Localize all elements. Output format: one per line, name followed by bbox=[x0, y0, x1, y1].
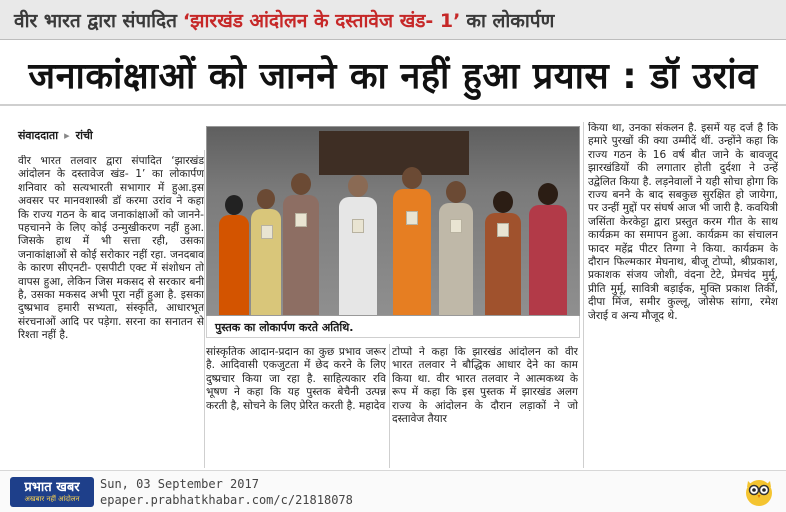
dateline-separator-icon: ▸ bbox=[64, 129, 70, 142]
dateline-author: संवाददाता bbox=[18, 129, 59, 142]
epaper-url[interactable]: epaper.prabhatkhabar.com/c/21818078 bbox=[100, 493, 353, 507]
dateline-place: रांची bbox=[75, 129, 93, 142]
article-column-4: किया था, उनका संकलन है. इसमें यह दर्ज है कि हमारे पुरखों की क्या उम्मीदें थीं. उन्होंने कहा कि राज्य गठन के 16 वर्ष बीत जाने के बावजूद झारखंडियों की लगातार होती दुर्दशा ने उन्हें उद्वेलित किया है. लड़नेवालों ने यही सोचा होगा कि राज्य बनने के बाद सबकुछ सुरक्षित हो जायेगा, पर उन्हीं मुद्दों पर संघर्ष आज भी जारी है. कवयित्री जसिंता केरकेट्टा द्वारा प्रस्तुत करम गीत के साथ कार्यक्रम का समापन हुआ. कार्यक्रम का संचालन फादर महेंद्र पीटर तिग्गा ने किया. कार्यक्रम के दौरान फिल्मकार मेघनाथ, बीजू टोप्पो, श्रीप्रकाश, प्रकाशक संजय जोशी, वंदना टेटे, प्रेमचंद मुर्मू, प्रीति मुर्मू, सावित्री बड़ाईक, मुक्ति प्रकाश तिर्की, दीपा मिंज, समीर कुल्लू, जोसेफ सांगा, रमेश जेराई व अन्य मौजूद थे. bbox=[588, 122, 778, 322]
photo-person bbox=[437, 181, 475, 315]
strap-prefix: वीर भारत द्वारा संपादित bbox=[14, 9, 177, 32]
prabhat-khabar-logo[interactable] bbox=[10, 477, 94, 507]
strap-suffix: का लोकार्पण bbox=[466, 9, 555, 32]
publication-date: Sun, 03 September 2017 bbox=[100, 477, 259, 491]
photo-person bbox=[249, 189, 283, 315]
footer-meta bbox=[100, 476, 353, 508]
photo-person bbox=[217, 195, 251, 315]
article-column-3: टोप्पो ने कहा कि झारखंड आंदोलन को वीर भारत तलवार ने बौद्धिक आधार देने का काम किया था. वीर भारत तलवार ने आत्मकथ्य के रूप में कहा कि इस पुस्तक में झारखंड अलग राज्य के आंदोलन के दौरान लड़ाकों ने जो दस्तावेज तैयार bbox=[392, 346, 578, 426]
photo-caption: पुस्तक का लोकार्पण करते अतिथि. bbox=[206, 316, 580, 338]
article-column-2: सांस्कृतिक आदान-प्रदान का कुछ प्रभाव जरूर है. आदिवासी एकजुटता में छेद करने के लिए दुष्प्रचार किया जा रहा है. साहित्यकार रवि भूषण ने कहा कि यह पुस्तक बेचैनी उत्पन्न करती है, सोचने के लिए प्रेरित करती है. महादेव bbox=[206, 346, 386, 412]
dateline bbox=[18, 128, 93, 143]
photo-person bbox=[483, 191, 523, 315]
photo-person bbox=[527, 183, 569, 315]
photo-person bbox=[391, 167, 433, 315]
column-divider bbox=[204, 150, 205, 468]
strap-book-title: ‘झारखंड आंदोलन के दस्तावेज खंड- 1’ bbox=[182, 9, 461, 32]
strap-headline bbox=[0, 0, 786, 40]
logo-tagline: अखबार नहीं आंदोलन bbox=[24, 495, 80, 503]
column-divider bbox=[583, 122, 584, 468]
event-photo bbox=[206, 126, 580, 316]
photo-person bbox=[281, 173, 321, 315]
main-headline: जनाकांक्षाओं को जानने का नहीं हुआ प्रयास : डॉ उरांव bbox=[0, 44, 786, 106]
column-divider bbox=[389, 344, 390, 468]
logo-text: प्रभात खबर bbox=[24, 480, 80, 495]
owl-icon[interactable] bbox=[744, 475, 774, 507]
photo-person bbox=[337, 175, 379, 315]
epaper-footer bbox=[0, 470, 786, 512]
article-column-1: वीर भारत तलवार द्वारा संपादित ‘झारखंड आंदोलन के दस्तावेज खंड- 1’ का लोकार्पण शनिवार को सत्यभारती सभागार में हुआ.इस अवसर पर मानवशास्त्री डॉ करमा उरांव ने कहा कि राज्य गठन के बाद जनाकांक्षाओं को जानने-पहचानने के लिए कोई उन्मुखीकरण नहीं हुआ. जिसके हाथ में भी सत्ता रही, उसका जनाकांक्षाओं से कोई सरोकार नहीं रहा. जनदबाव के कारण सीएनटी- एसपीटी एक्ट में संशोधन तो वापस हुआ, लेकिन जिस मकसद से सरकार बनी है, उसका मकसद अभी पूरा नहीं हुआ है. इसका दुष्प्रभाव हमारी सभ्यता, संस्कृति, आधारभूत संरचनाओं आदि पर पड़ेगा. सरना का सनातन से रिश्ता नहीं है. bbox=[18, 155, 204, 342]
